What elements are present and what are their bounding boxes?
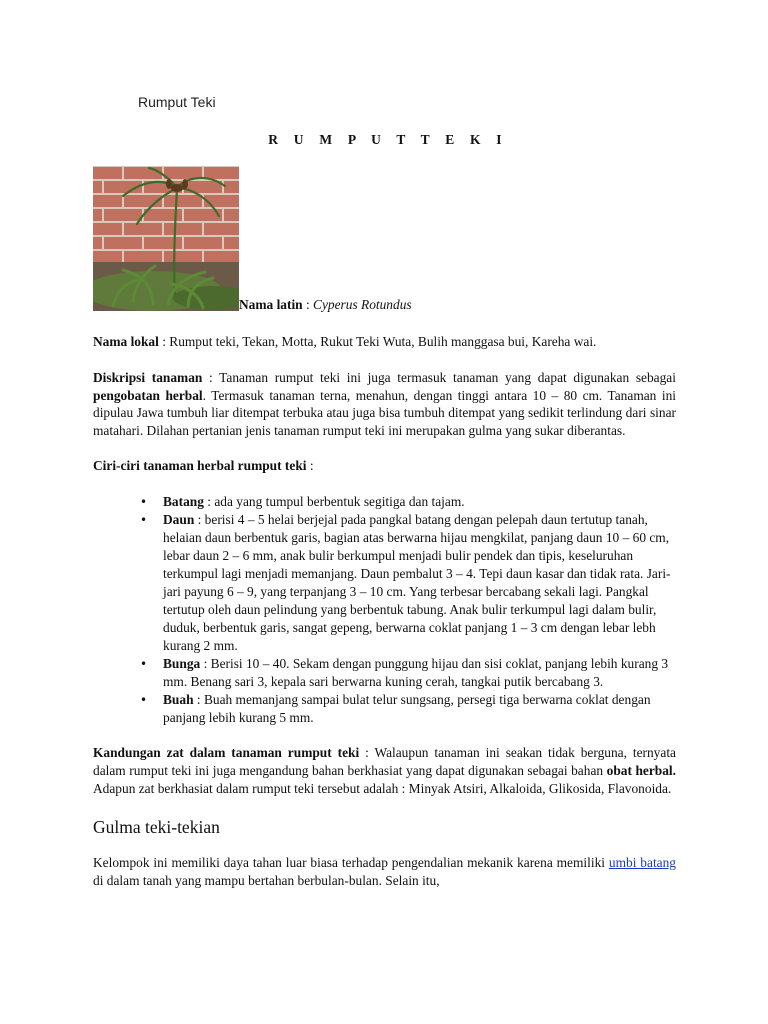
latin-name-label: Nama latin bbox=[239, 297, 303, 312]
traits-list bbox=[93, 493, 676, 727]
description-paragraph bbox=[93, 369, 676, 439]
document-body bbox=[93, 333, 676, 908]
traits-heading bbox=[93, 457, 676, 475]
list-item bbox=[163, 655, 676, 691]
trait-label-buah: Buah bbox=[163, 692, 194, 708]
gulma-text-1: Kelompok ini memiliki daya tahan luar biasa terhadap pengendalian mekanik karena memiliki bbox=[93, 855, 609, 871]
description-separator: : bbox=[202, 370, 220, 385]
description-bold-term: pengobatan herbal bbox=[93, 387, 203, 403]
list-item bbox=[163, 511, 676, 655]
contents-separator: : bbox=[359, 745, 375, 761]
traits-heading-separator: : bbox=[306, 458, 314, 474]
gulma-paragraph bbox=[93, 854, 676, 890]
trait-label-batang: Batang bbox=[163, 494, 204, 510]
trait-text-bunga: : Berisi 10 – 40. Sekam dengan punggung hijau dan sisi coklat, panjang lebih kurang 3 mm. Benang sari 3, kepala sari berwarna kuning cerah, tangkai putik bercabang 3. bbox=[163, 656, 669, 690]
trait-label-bunga: Bunga bbox=[163, 656, 201, 672]
section-heading-gulma: Gulma teki-tekian bbox=[93, 817, 220, 838]
local-names-label: Nama lokal bbox=[93, 334, 159, 349]
contents-bold-term: obat herbal. bbox=[606, 763, 676, 779]
traits-heading-label: Ciri-ciri tanaman herbal rumput teki bbox=[93, 458, 307, 474]
description-label: Diskripsi tanaman bbox=[93, 370, 203, 385]
gulma-text-2: di dalam tanah yang mampu bertahan berbulan-bulan. Selain itu, bbox=[93, 873, 440, 889]
latin-name-separator: : bbox=[302, 297, 314, 312]
umbi-batang-link[interactable]: umbi batang bbox=[608, 855, 676, 871]
latin-name-value: Cyperus Rotundus bbox=[313, 297, 412, 312]
local-names-paragraph bbox=[93, 333, 676, 351]
description-text-1: Tanaman rumput teki ini juga termasuk tanaman yang dapat digunakan sebagai bbox=[219, 370, 676, 385]
list-item bbox=[163, 493, 676, 511]
local-names-separator: : bbox=[158, 334, 170, 349]
contents-label: Kandungan zat dalam tanaman rumput teki bbox=[93, 745, 360, 761]
contents-text-2: Adapun zat berkhasiat dalam rumput teki tersebut adalah : Minyak Atsiri, Alkaloida, Glikosida, Flavonoida. bbox=[93, 781, 672, 797]
description-text-2: . Termasuk tanaman terna, menahun, dengan tinggi antara 10 – 80 cm. Tanaman ini dipulau Jawa tumbuh liar ditempat terbuka atau juga bisa tumbuh ditempat yang sedikit terlindung dari sinar matahari. Dilahan pertanian jenis tanaman rumput teki ini merupakan gulma yang sukar diberantas. bbox=[93, 387, 676, 438]
trait-label-daun: Daun bbox=[163, 512, 195, 528]
list-item bbox=[163, 691, 676, 727]
trait-text-batang: : ada yang tumpul berbentuk segitiga dan tajam. bbox=[203, 494, 465, 510]
contents-text-1: Walaupun tanaman ini seakan tidak berguna, ternyata dalam rumput teki ini juga mengandung bahan berkhasiat yang dapat digunakan sebagai bahan bbox=[93, 745, 676, 779]
page-title: R U M P U T T E K I bbox=[268, 132, 508, 147]
plant-photo bbox=[93, 166, 239, 311]
contents-paragraph bbox=[93, 744, 676, 798]
trait-text-buah: : Buah memanjang sampai bulat telur sungsang, persegi tiga berwarna coklat dengan panjang lebih kurang 5 mm. bbox=[163, 692, 651, 726]
trait-text-daun: : berisi 4 – 5 helai berjejal pada pangkal batang dengan pelepah daun tertutup tanah, helaian daun berbentuk garis, bagian atas berwarna hijau mengkilat, panjang daun 10 – 60 cm, lebar daun 2 – 6 mm, anak bulir berkumpul menjadi bulir pendek dan tipis, keseluruhan terkumpul lagi menjadi memanjang. Daun pembalut 3 – 4. Tepi daun kasar dan tidak rata. Jari-jari payung 6 – 9, yang terpanjang 3 – 10 cm. Yang terbesar bercabang sekali lagi. Pangkal tertutup oleh daun pelindung yang berbentuk tabung. Anak bulir terkumpul lagi dalam bulir, duduk, berbentuk garis, sangat gepeng, berwarna coklat panjang 1 – 3 cm dengan lebar lebh kurang 2 mm. bbox=[163, 512, 671, 654]
local-names-text: Rumput teki, Tekan, Motta, Rukut Teki Wuta, Bulih manggasa bui, Kareha wai. bbox=[169, 334, 597, 349]
latin-name-line bbox=[239, 296, 412, 314]
document-title: Rumput Teki bbox=[138, 94, 216, 110]
